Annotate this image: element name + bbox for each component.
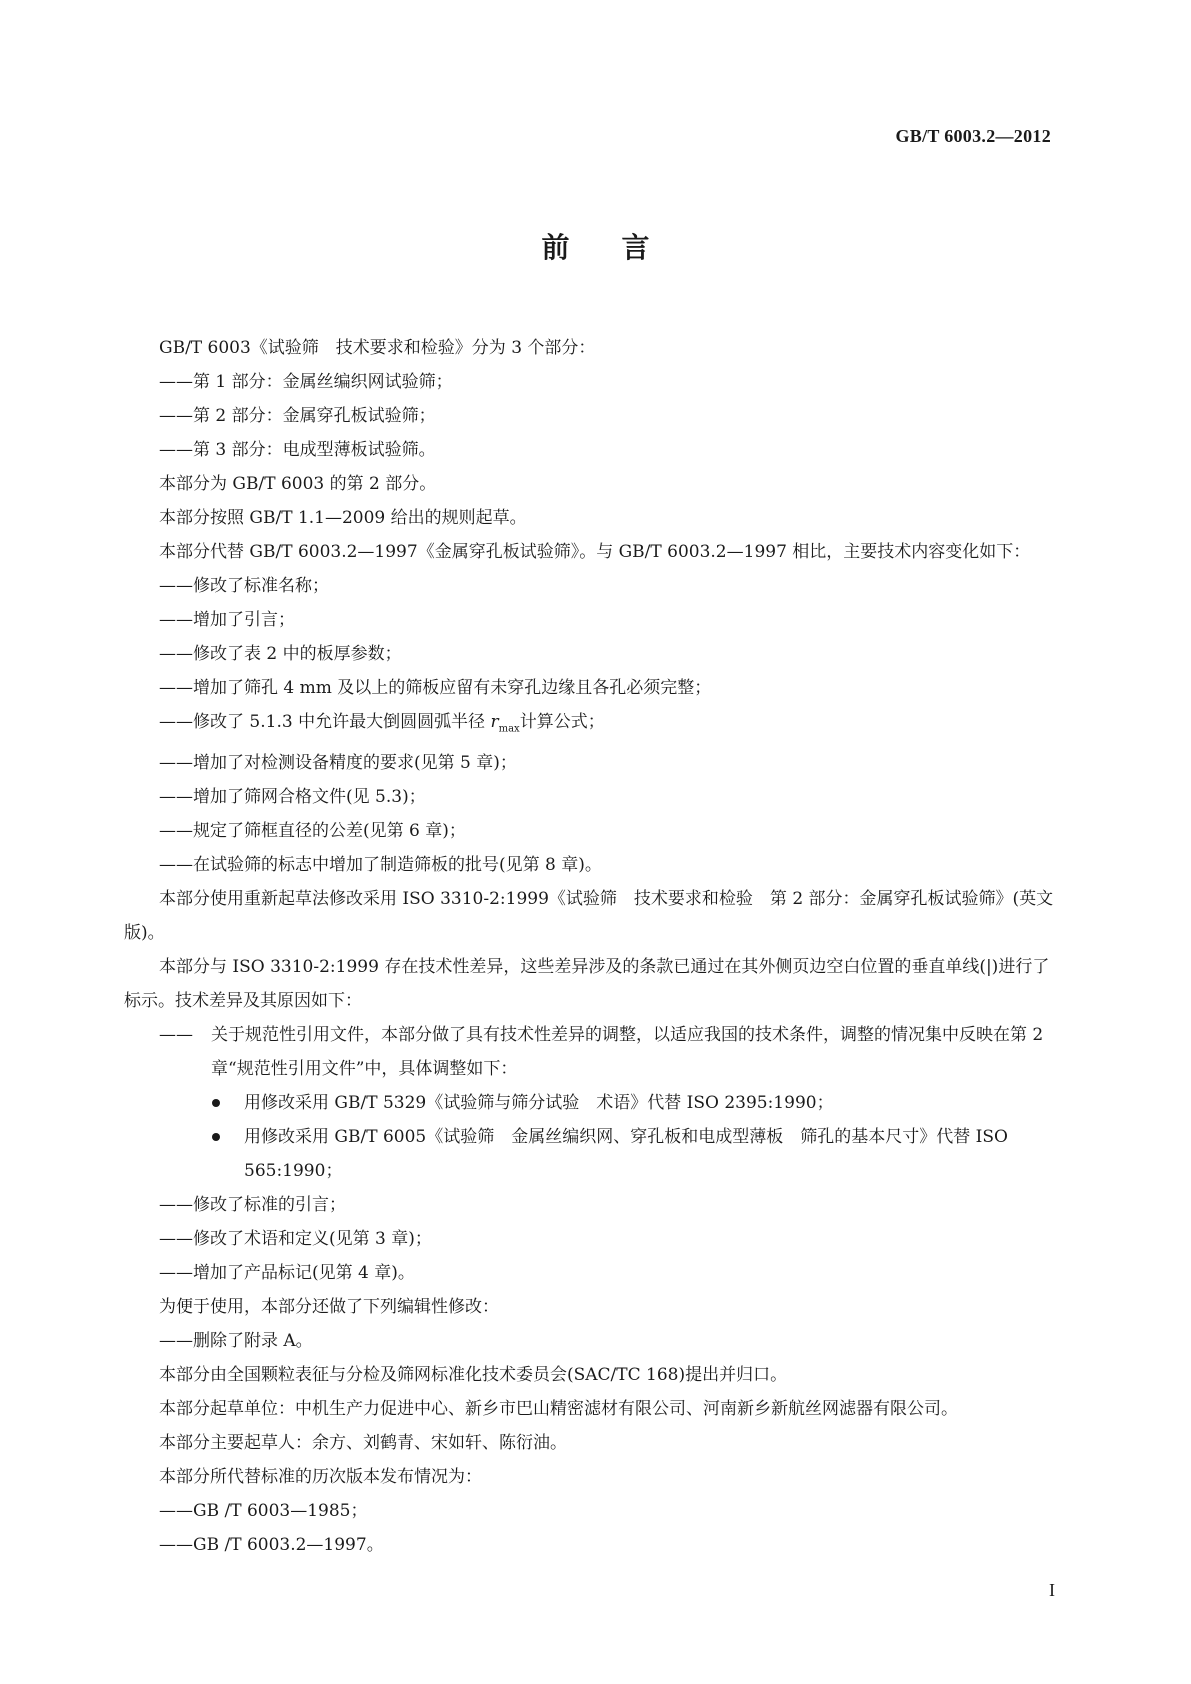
list-item: ——修改了术语和定义(见第 3 章)； — [159, 1229, 432, 1250]
list-item: ——GB /T 6003.2—1997。 — [159, 1535, 384, 1556]
list-item: ——修改了标准名称； — [159, 576, 329, 596]
foreword-body — [124, 331, 1054, 1562]
list-item — [124, 705, 1054, 746]
title-char-2: 言 — [621, 231, 650, 264]
standard-code: GB/T 6003.2—2012 — [895, 126, 1051, 146]
list-item: ——在试验筛的标志中增加了制造筛板的批号(见第 8 章)。 — [159, 855, 602, 876]
variable-r: r — [490, 712, 499, 732]
list-item-text: ——修改了 5.1.3 中允许最大倒圆圆弧半径 — [159, 712, 491, 732]
list-item: ——GB /T 6003—1985； — [159, 1501, 368, 1522]
list-item: ——修改了标准的引言； — [159, 1195, 346, 1216]
list-item: ——删除了附录 A。 — [159, 1331, 313, 1352]
paragraph: 本部分与 ISO 3310-2:1999 存在技术性差异，这些差异涉及的条款已通过在其外侧页边空白位置的垂直单线(|)进行了标示。技术差异及其原因如下： — [124, 957, 1050, 1012]
bullet-dot-icon — [212, 1099, 220, 1107]
bullet-item — [124, 1120, 1054, 1188]
page-number: I — [1049, 1580, 1055, 1600]
list-item: ——第 3 部分：电成型薄板试验筛。 — [159, 440, 436, 460]
title-char-1: 前 — [541, 231, 570, 264]
hanging-text: 关于规范性引用文件，本部分做了具有技术性差异的调整，以适应我国的技术条件，调整的情况集中反映在第 2 章“规范性引用文件”中，具体调整如下： — [211, 1025, 1044, 1080]
bullet-text: 用修改采用 GB/T 5329《试验筛与筛分试验 术语》代替 ISO 2395:1990； — [244, 1093, 834, 1114]
paragraph: 本部分为 GB/T 6003 的第 2 部分。 — [159, 474, 437, 494]
paragraph: 为便于使用，本部分还做了下列编辑性修改： — [159, 1297, 499, 1318]
paragraph: 本部分由全国颗粒表征与分检及筛网标准化技术委员会(SAC/TC 168)提出并归口。 — [159, 1365, 788, 1386]
list-item: ——第 1 部分：金属丝编织网试验筛； — [159, 372, 453, 392]
dash-marker: —— — [159, 1025, 193, 1046]
list-item: ——修改了表 2 中的板厚参数； — [159, 644, 402, 664]
list-item: ——增加了筛孔 4 mm 及以上的筛板应留有未穿孔边缘且各孔必须完整； — [159, 678, 712, 698]
list-item: ——增加了对检测设备精度的要求(见第 5 章)； — [159, 753, 517, 774]
list-item: ——规定了筛框直径的公差(见第 6 章)； — [159, 821, 466, 842]
paragraph: 本部分所代替标准的历次版本发布情况为： — [159, 1467, 482, 1488]
paragraph: 本部分主要起草人：余方、刘鹤青、宋如轩、陈衍油。 — [159, 1433, 567, 1454]
subscript-max: max — [498, 723, 520, 735]
list-item: ——第 2 部分：金属穿孔板试验筛； — [159, 406, 436, 426]
list-item-text: 计算公式； — [519, 712, 605, 732]
paragraph: 本部分使用重新起草法修改采用 ISO 3310-2:1999《试验筛 技术要求和检验 第 2 部分：金属穿孔板试验筛》(英文版)。 — [124, 889, 1054, 944]
list-item: ——增加了引言； — [159, 610, 295, 630]
bullet-dot-icon — [212, 1133, 220, 1141]
paragraph: GB/T 6003《试验筛 技术要求和检验》分为 3 个部分： — [159, 338, 596, 358]
bullet-item — [124, 1086, 1054, 1120]
bullet-text: 用修改采用 GB/T 6005《试验筛 金属丝编织网、穿孔板和电成型薄板 筛孔的基本尺寸》代替 ISO 565:1990； — [244, 1127, 1008, 1182]
paragraph: 本部分按照 GB/T 1.1—2009 给出的规则起草。 — [159, 508, 527, 528]
list-item: ——增加了筛网合格文件(见 5.3)； — [159, 787, 426, 808]
list-item: ——增加了产品标记(见第 4 章)。 — [159, 1263, 415, 1284]
page-title — [0, 226, 1191, 266]
hanging-list-item — [124, 1018, 1054, 1086]
paragraph: 本部分起草单位：中机生产力促进中心、新乡市巴山精密滤材有限公司、河南新乡新航丝网滤器有限公司。 — [159, 1399, 958, 1420]
paragraph: 本部分代替 GB/T 6003.2—1997《金属穿孔板试验筛》。与 GB/T 6003.2—1997 相比，主要技术内容变化如下： — [159, 542, 1031, 562]
